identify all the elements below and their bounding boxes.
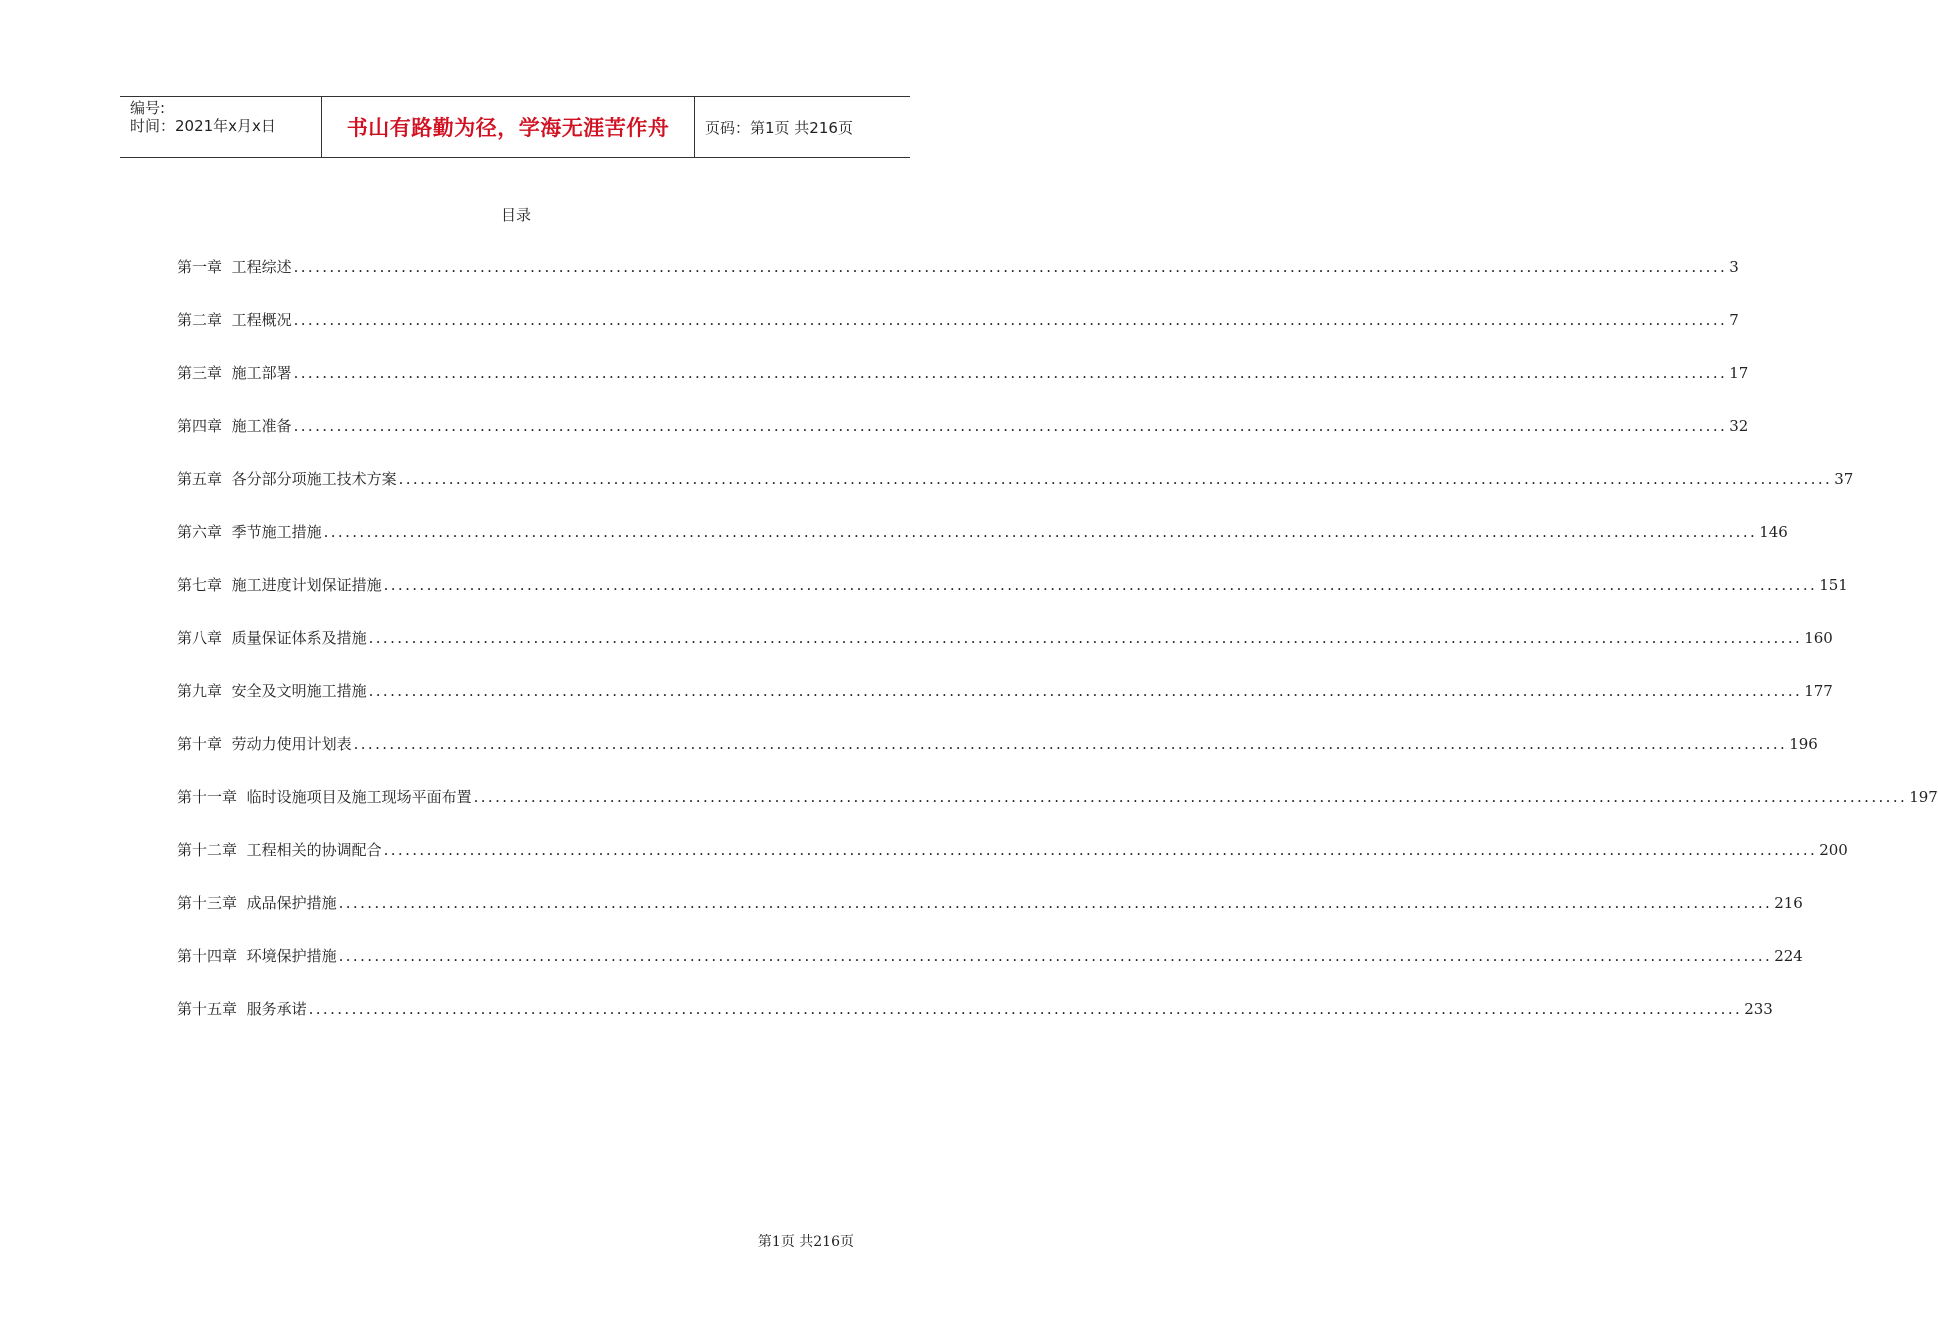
toc-entry-page: 196 xyxy=(1789,735,1818,753)
toc-entry-page: 146 xyxy=(1759,523,1788,541)
toc-entry-title: 工程相关的协调配合 xyxy=(246,841,382,859)
toc-entry-leader: ........................................................................................................................................................................................................ xyxy=(473,788,1908,806)
toc-entry-page: 17 xyxy=(1729,364,1749,382)
toc-entry-leader: ........................................................................................................................................................................................................ xyxy=(338,894,1773,912)
toc-entry-title: 服务承诺 xyxy=(246,1000,307,1018)
toc-entry[interactable] xyxy=(177,521,1788,574)
header-motto: 书山有路勤为径，学海无涯苦作舟 xyxy=(322,97,695,157)
toc-entry-title: 环境保护措施 xyxy=(246,947,337,965)
toc-entry[interactable] xyxy=(177,680,1833,733)
toc-entry-label xyxy=(177,521,322,542)
toc-entry-page: 151 xyxy=(1819,576,1848,594)
toc-entry-leader: ........................................................................................................................................................................................................ xyxy=(308,1000,1743,1018)
toc-entry-chapter: 第十四章 xyxy=(177,947,238,965)
toc-entry[interactable] xyxy=(177,998,1773,1051)
toc-entry-chapter: 第一章 xyxy=(177,258,223,276)
toc-entry[interactable] xyxy=(177,362,1749,415)
table-of-contents xyxy=(177,256,1938,1051)
toc-entry[interactable] xyxy=(177,627,1833,680)
toc-entry-page: 224 xyxy=(1774,947,1803,965)
toc-entry-title: 劳动力使用计划表 xyxy=(231,735,352,753)
toc-entry-leader: ........................................................................................................................................................................................................ xyxy=(338,947,1773,965)
toc-entry-title: 临时设施项目及施工现场平面布置 xyxy=(246,788,472,806)
toc-entry-title: 安全及文明施工措施 xyxy=(231,682,367,700)
toc-entry-chapter: 第十一章 xyxy=(177,788,238,806)
toc-entry-label xyxy=(177,362,292,383)
toc-entry[interactable] xyxy=(177,309,1739,362)
toc-entry-chapter: 第十五章 xyxy=(177,1000,238,1018)
toc-entry-title: 施工进度计划保证措施 xyxy=(231,576,382,594)
toc-entry-label xyxy=(177,733,352,754)
toc-entry-leader: ........................................................................................................................................................................................................ xyxy=(383,841,1818,859)
toc-entry-page: 160 xyxy=(1804,629,1833,647)
toc-entry-label xyxy=(177,945,337,966)
toc-entry-leader: ........................................................................................................................................................................................................ xyxy=(368,629,1803,647)
toc-entry-page: 3 xyxy=(1729,258,1739,276)
toc-entry-label xyxy=(177,786,472,807)
toc-entry-leader: ........................................................................................................................................................................................................ xyxy=(398,470,1833,488)
toc-entry[interactable] xyxy=(177,839,1848,892)
toc-entry[interactable] xyxy=(177,574,1848,627)
toc-entry-page: 37 xyxy=(1834,470,1854,488)
toc-entry-leader: ........................................................................................................................................................................................................ xyxy=(368,682,1803,700)
toc-entry-label xyxy=(177,627,367,648)
toc-entry[interactable] xyxy=(177,256,1739,309)
toc-entry-title: 施工准备 xyxy=(231,417,292,435)
toc-entry-chapter: 第十三章 xyxy=(177,894,238,912)
toc-entry-chapter: 第三章 xyxy=(177,364,223,382)
toc-entry-label xyxy=(177,415,292,436)
toc-entry-label xyxy=(177,892,337,913)
toc-entry-label xyxy=(177,839,382,860)
toc-entry-label xyxy=(177,998,307,1019)
toc-entry-chapter: 第十章 xyxy=(177,735,223,753)
toc-entry-leader: ........................................................................................................................................................................................................ xyxy=(353,735,1788,753)
toc-entry-chapter: 第五章 xyxy=(177,470,223,488)
toc-entry-chapter: 第九章 xyxy=(177,682,223,700)
toc-entry-label xyxy=(177,468,397,489)
toc-entry-title: 工程概况 xyxy=(231,311,292,329)
toc-entry[interactable] xyxy=(177,892,1803,945)
toc-entry-chapter: 第十二章 xyxy=(177,841,238,859)
toc-entry-label xyxy=(177,680,367,701)
toc-entry-leader: ........................................................................................................................................................................................................ xyxy=(293,364,1728,382)
toc-entry-label xyxy=(177,309,292,330)
toc-entry-chapter: 第二章 xyxy=(177,311,223,329)
toc-entry-page: 197 xyxy=(1909,788,1938,806)
toc-entry[interactable] xyxy=(177,468,1854,521)
toc-entry-chapter: 第八章 xyxy=(177,629,223,647)
toc-entry-leader: ........................................................................................................................................................................................................ xyxy=(293,417,1728,435)
page-header xyxy=(120,96,910,158)
toc-entry-page: 7 xyxy=(1729,311,1739,329)
toc-title: 目录 xyxy=(500,206,531,224)
toc-entry-page: 177 xyxy=(1804,682,1833,700)
toc-entry-title: 施工部署 xyxy=(231,364,292,382)
toc-entry-chapter: 第七章 xyxy=(177,576,223,594)
toc-entry-page: 32 xyxy=(1729,417,1749,435)
toc-entry[interactable] xyxy=(177,733,1818,786)
document-number-label: 编号: xyxy=(130,99,166,117)
toc-entry-page: 200 xyxy=(1819,841,1848,859)
header-meta xyxy=(120,97,322,157)
toc-entry-label xyxy=(177,574,382,595)
toc-entry-leader: ........................................................................................................................................................................................................ xyxy=(293,258,1728,276)
toc-entry-title: 季节施工措施 xyxy=(231,523,322,541)
toc-entry-leader: ........................................................................................................................................................................................................ xyxy=(293,311,1728,329)
toc-entry-leader: ........................................................................................................................................................................................................ xyxy=(383,576,1818,594)
toc-entry-title: 各分部分项施工技术方案 xyxy=(231,470,397,488)
toc-entry[interactable] xyxy=(177,786,1938,839)
header-page-info: 页码：第1页 共216页 xyxy=(705,118,853,137)
toc-entry-title: 成品保护措施 xyxy=(246,894,337,912)
toc-entry-title: 工程综述 xyxy=(231,258,292,276)
toc-entry-page: 233 xyxy=(1744,1000,1773,1018)
toc-entry-page: 216 xyxy=(1774,894,1803,912)
toc-entry[interactable] xyxy=(177,415,1749,468)
footer-page-info: 第1页 共216页 xyxy=(757,1234,854,1250)
toc-entry-title: 质量保证体系及措施 xyxy=(231,629,367,647)
toc-entry[interactable] xyxy=(177,945,1803,998)
toc-entry-chapter: 第四章 xyxy=(177,417,223,435)
toc-entry-label xyxy=(177,256,292,277)
document-time: 时间：2021年x月x日 xyxy=(130,117,276,135)
toc-entry-chapter: 第六章 xyxy=(177,523,223,541)
toc-entry-leader: ........................................................................................................................................................................................................ xyxy=(323,523,1758,541)
